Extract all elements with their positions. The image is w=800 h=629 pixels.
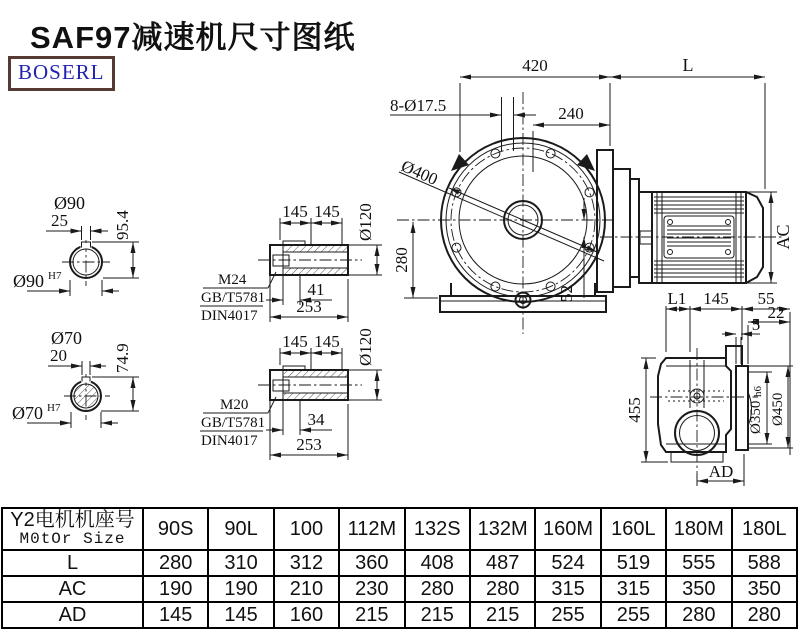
dia-350-label-group: [748, 386, 764, 435]
shaft-end-view-90: [13, 193, 139, 296]
m20-dia-120-label: Ø120: [356, 328, 375, 366]
dimension-table: [1, 507, 798, 629]
value-cell: 190: [143, 576, 208, 602]
value-cell: 145: [143, 602, 208, 628]
m20-std-din-label: DIN4017: [201, 433, 258, 449]
value-cell: 350: [666, 576, 731, 602]
column-header: 160L: [601, 508, 666, 550]
row-label: AC: [2, 576, 143, 602]
value-cell: 487: [470, 550, 535, 576]
value-cell: 280: [143, 550, 208, 576]
motor-size-header-cn: Y2电机机座号: [10, 509, 135, 532]
dia-70-label: Ø70: [51, 328, 82, 348]
dim-5-label: 5: [751, 315, 761, 334]
value-cell: 519: [601, 550, 666, 576]
page-title: SAF97减速机尺寸图纸: [30, 20, 356, 55]
dim-22-label: 22: [767, 303, 785, 322]
bore-70-label: Ø70: [12, 403, 43, 423]
bore-90-label: Ø90: [13, 271, 44, 291]
value-cell: 315: [601, 576, 666, 602]
value-cell: 360: [339, 550, 404, 576]
dim-52-label: 52: [557, 285, 576, 302]
value-cell: 190: [208, 576, 273, 602]
value-cell: 408: [405, 550, 470, 576]
column-header: 180L: [732, 508, 797, 550]
value-cell: 145: [208, 602, 273, 628]
value-cell: 315: [535, 576, 600, 602]
table-header-row: [2, 508, 797, 550]
dim-L-label: L: [682, 55, 694, 75]
m20-dim-253-label: 253: [296, 435, 322, 454]
column-header: 90L: [208, 508, 273, 550]
value-cell: 255: [601, 602, 666, 628]
shaft-end-view-70: [12, 328, 139, 428]
m24-std-gb-label: GB/T5781: [201, 290, 266, 306]
value-cell: 588: [732, 550, 797, 576]
column-header: 90S: [143, 508, 208, 550]
motor-size-header: [2, 508, 143, 550]
value-cell: 312: [274, 550, 339, 576]
column-header: 100: [274, 508, 339, 550]
value-cell: 215: [339, 602, 404, 628]
m20-dim-145-left: 145: [282, 332, 308, 351]
value-cell: 230: [339, 576, 404, 602]
column-header: 180M: [666, 508, 731, 550]
column-header: 132M: [470, 508, 535, 550]
dim-420-label: 420: [522, 56, 548, 75]
value-cell: 280: [405, 576, 470, 602]
value-cell: 160: [274, 602, 339, 628]
bore-90-tolerance: H7: [48, 270, 62, 282]
motor-size-header-en: M0tOr Size: [19, 530, 126, 549]
hollow-shaft-view-m20: [200, 328, 382, 460]
dia-90-label: Ø90: [54, 193, 85, 213]
bolt-holes-label: 8-Ø17.5: [390, 96, 447, 115]
motor-rear-cap: [746, 192, 763, 283]
column-header: 112M: [339, 508, 404, 550]
dim-25-label: 25: [51, 211, 68, 230]
m24-std-din-label: DIN4017: [201, 308, 258, 324]
value-cell: 210: [274, 576, 339, 602]
m24-thread-label: M24: [218, 272, 247, 288]
dim-240-label: 240: [558, 104, 584, 123]
m20-thread-label: M20: [220, 397, 249, 413]
m24-dia-120-label: Ø120: [356, 203, 375, 241]
dia-400-label: Ø400: [398, 156, 441, 190]
dia-450-label: Ø450: [770, 392, 786, 426]
m24-dim-253-label: 253: [296, 297, 322, 316]
value-cell: 524: [535, 550, 600, 576]
motor-laminations: [667, 226, 731, 246]
m24-dim-41-label: 41: [307, 280, 325, 299]
value-cell: 555: [666, 550, 731, 576]
value-cell: 215: [470, 602, 535, 628]
table-row-AC: [2, 576, 797, 602]
column-header: 132S: [405, 508, 470, 550]
dim-74-9-label: 74.9: [113, 343, 132, 373]
row-label: L: [2, 550, 143, 576]
row-label: AD: [2, 602, 143, 628]
dia-350-label: Ø350: [748, 400, 764, 434]
dim-145-label: 145: [703, 289, 729, 308]
m20-std-gb-label: GB/T5781: [201, 415, 266, 431]
brand-logo-text: BOSERL: [18, 60, 105, 84]
m24-dim-145-left: 145: [282, 202, 308, 221]
dim-AD-label: AD: [708, 462, 734, 481]
table-row-AD: [2, 602, 797, 628]
dim-55-label: 55: [757, 289, 775, 308]
value-cell: 280: [666, 602, 731, 628]
table-row-L: [2, 550, 797, 576]
hollow-shaft-view-m24: [200, 202, 382, 324]
dim-AC-label: AC: [773, 224, 793, 250]
value-cell: 310: [208, 550, 273, 576]
bore-70-tolerance: H7: [47, 402, 61, 414]
value-cell: 255: [535, 602, 600, 628]
m20-dim-145-right: 145: [314, 332, 340, 351]
dim-20-label: 20: [50, 346, 67, 365]
front-view: [390, 55, 793, 334]
value-cell: 280: [470, 576, 535, 602]
value-cell: 280: [732, 602, 797, 628]
value-cell: 350: [732, 576, 797, 602]
dim-455-label: 455: [625, 397, 644, 423]
m20-dim-34-label: 34: [307, 410, 325, 429]
side-view: [625, 289, 793, 486]
dim-95-4-label: 95.4: [113, 210, 132, 240]
value-cell: 215: [405, 602, 470, 628]
dim-280-label: 280: [392, 247, 411, 273]
column-header: 160M: [535, 508, 600, 550]
dia-350-tolerance: h6: [752, 386, 764, 397]
dim-L1-label: L1: [667, 289, 687, 308]
m24-dim-145-right: 145: [314, 202, 340, 221]
